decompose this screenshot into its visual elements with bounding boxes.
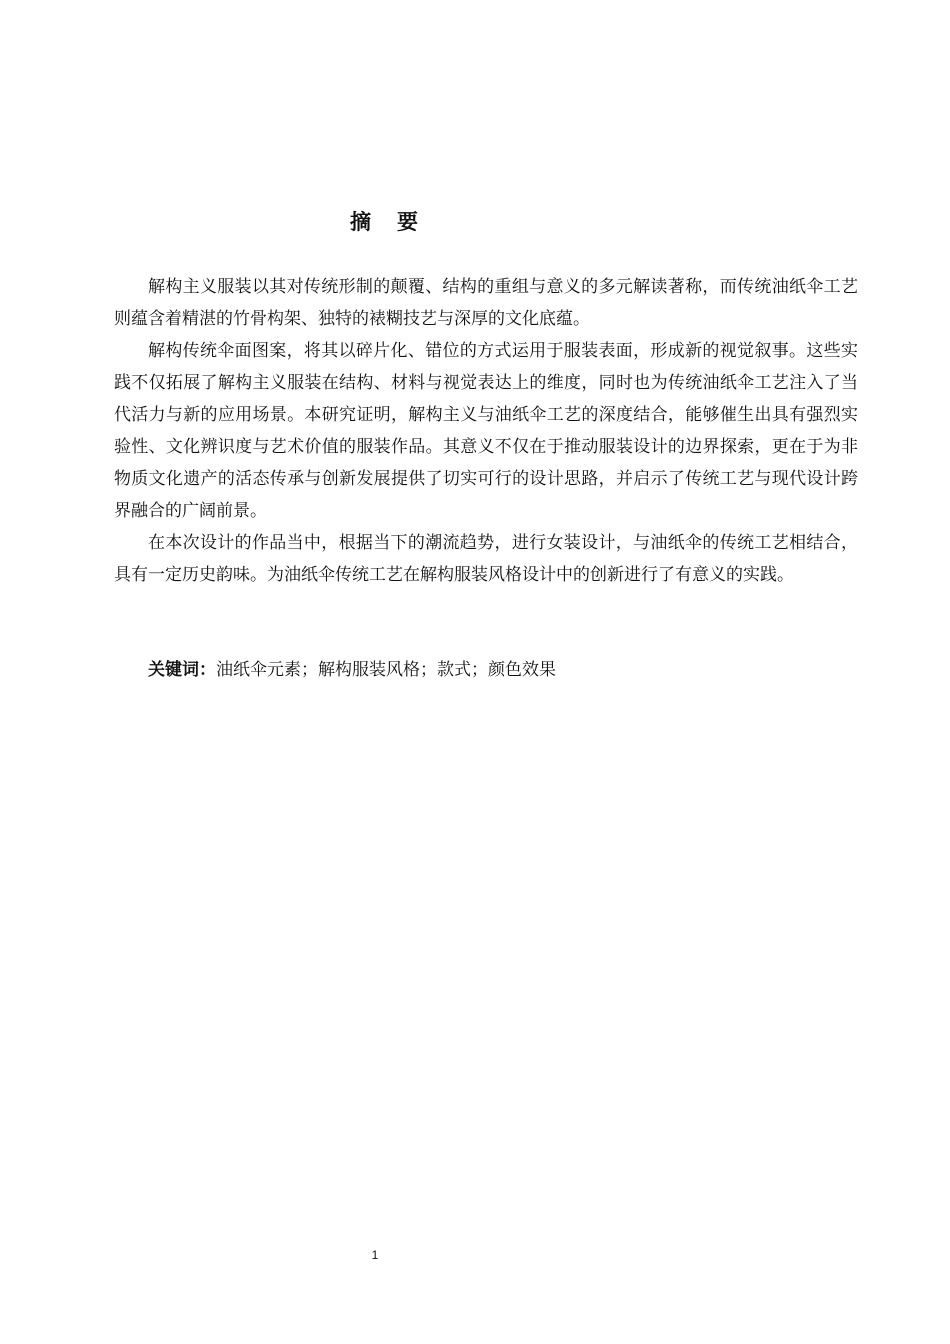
abstract-title — [0, 207, 768, 237]
abstract-paragraph-2: 解构传统伞面图案，将其以碎片化、错位的方式运用于服装表面，形成新的视觉叙事。这些实践不仅拓展了解构主义服装在结构、材料与视觉表达上的维度，同时也为传统油纸伞工艺注入了当代活力与新的应用场景。本研究证明，解构主义与油纸伞工艺的深度结合，能够催生出具有强烈实验性、文化辨识度与艺术价值的服装作品。其意义不仅在于推动服装设计的边界探索，更在于为非物质文化遗产的活态传承与创新发展提供了切实可行的设计思路，并启示了传统工艺与现代设计跨界融合的广阔前景。 — [114, 341, 858, 521]
abstract-paragraph-1: 解构主义服装以其对传统形制的颠覆、结构的重组与意义的多元解读著称，而传统油纸伞工艺则蕴含着精湛的竹骨构架、独特的裱糊技艺与深厚的文化底蕴。 — [114, 277, 858, 329]
page-number: 1 — [371, 1248, 379, 1262]
abstract-paragraph-3: 在本次设计的作品当中，根据当下的潮流趋势，进行女装设计，与油纸伞的传统工艺相结合，具有一定历史韵味。为油纸伞传统工艺在解构服装风格设计中的创新进行了有意义的实践。 — [114, 533, 858, 585]
keywords-text: 油纸伞元素；解构服装风格；款式；颜色效果 — [216, 660, 556, 680]
abstract-title-char-1: 摘 — [350, 210, 371, 234]
keywords-label: 关键词： — [148, 660, 216, 680]
abstract-title-char-2: 要 — [397, 210, 418, 234]
keywords-line — [148, 654, 848, 686]
abstract-body — [114, 271, 858, 591]
